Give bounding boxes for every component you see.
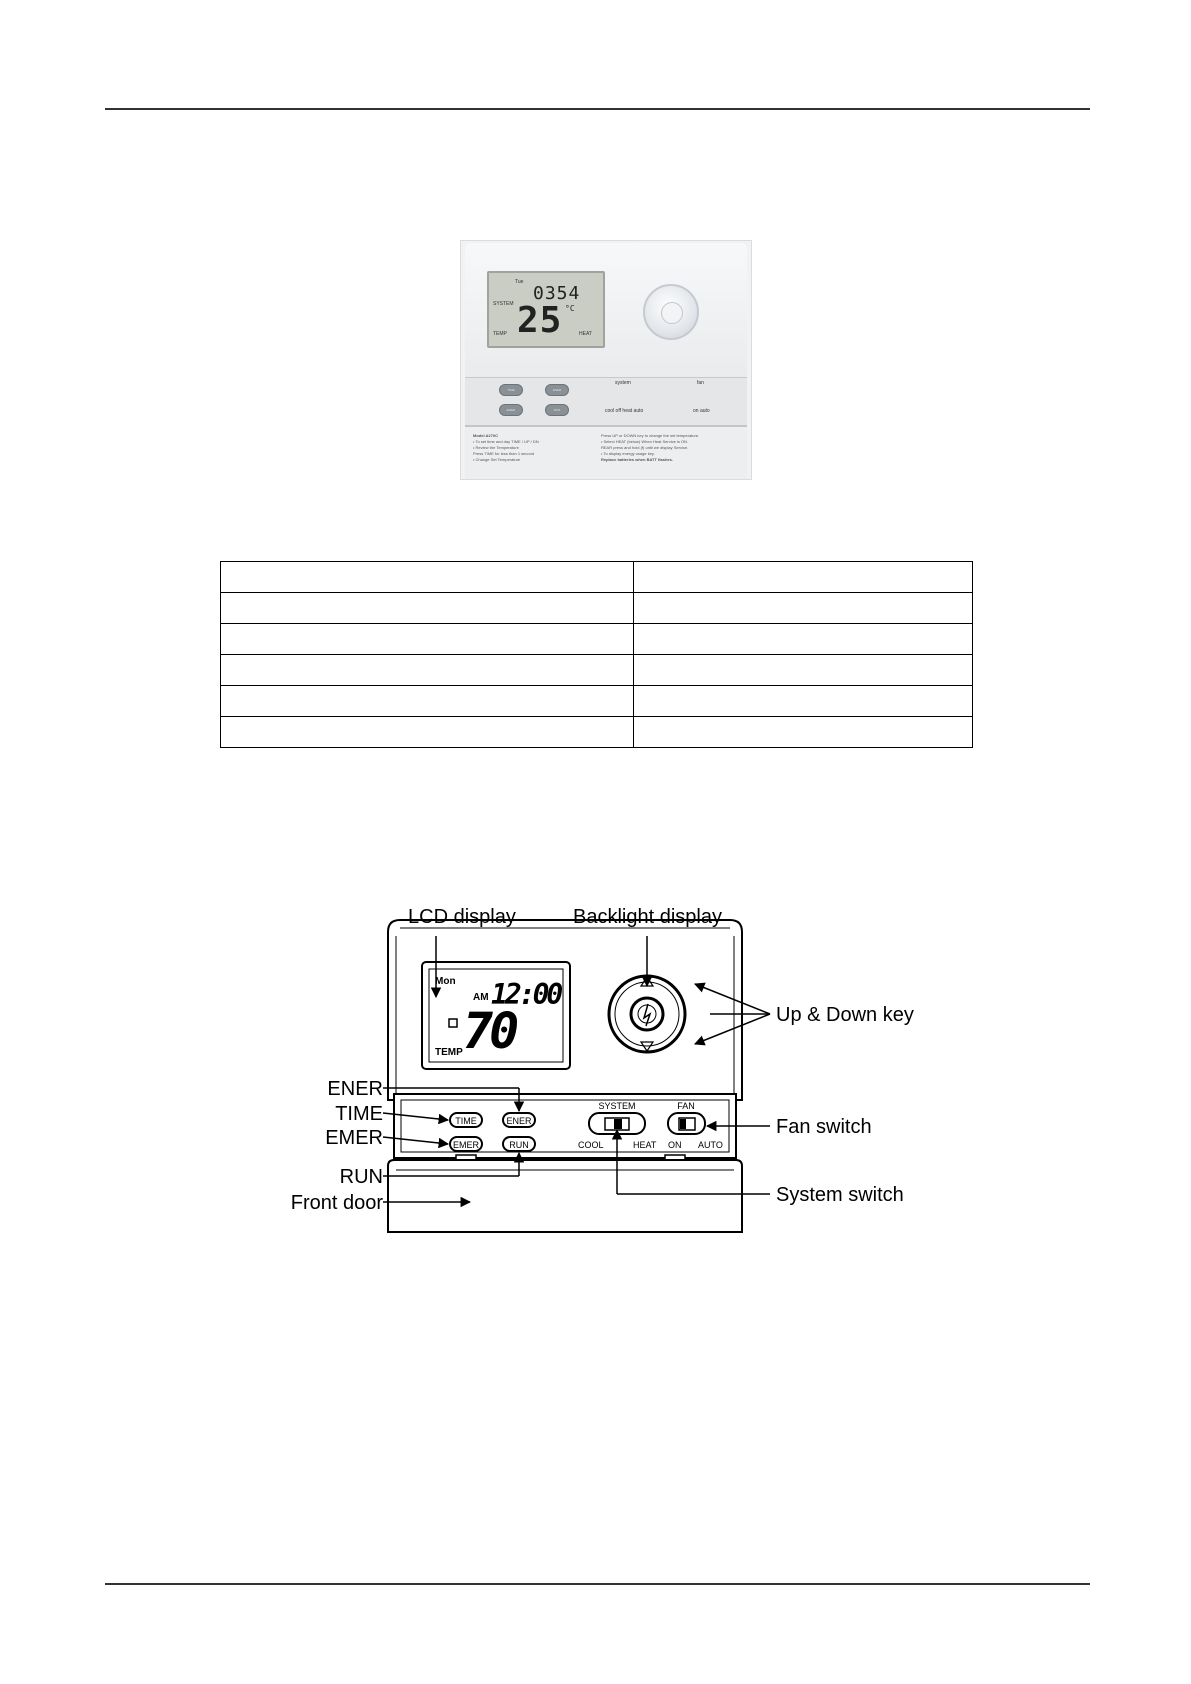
photo-door-right-line: • To display energy usage key. [601,451,655,456]
header-rule [105,108,1090,110]
photo-door-left-line: • To set time and day TIME / UP / DN [473,439,539,444]
diagram-lcd-square-icon [449,1019,457,1027]
photo-lcd-unit: °C [565,304,575,313]
photo-door-instructions-right [601,433,741,463]
diagram-time-button-label: TIME [455,1116,477,1126]
callout-ener: ENER [327,1078,383,1100]
diagram-up-down-dial-icon [609,976,685,1052]
callout-time: TIME [335,1103,383,1125]
table-row [221,686,973,717]
photo-emer-key: EMER [499,404,523,416]
diagram-system-knob [614,1119,622,1129]
photo-fan-label: fan [697,380,704,386]
photo-system-positions: cool off heat auto [605,408,644,414]
table-row [221,717,973,748]
thermostat-photo [460,240,752,480]
table-cell [634,655,973,686]
diagram-fan-right-label: AUTO [698,1140,723,1150]
diagram-lcd-temp-label: TEMP [435,1047,463,1058]
photo-door-right-line: Replace batteries when BATT flashes. [601,457,673,462]
photo-system-label: system [615,380,631,386]
diagram-time-button [450,1113,482,1127]
callout-lcd-display: LCD display [408,906,516,928]
diagram-front-door [388,1160,742,1232]
table-cell [221,655,634,686]
spec-table [220,561,973,748]
table-row [221,624,973,655]
photo-door-left-line: Press TIME for less than 1 second [473,451,535,456]
table-cell [634,686,973,717]
callout-emer: EMER [325,1127,383,1149]
photo-lcd-mode: SYSTEM [493,301,514,307]
photo-lcd-day: Tue [515,279,524,285]
diagram-system-left-label: COOL [578,1140,604,1150]
photo-door-left-line: • Review the Temperature [473,445,519,450]
table-cell [221,624,634,655]
photo-lcd-heat-label: HEAT [579,331,592,337]
diagram-lcd-ampm: AM [473,992,489,1003]
photo-door-model: Model A270C [473,433,498,438]
photo-front-door [465,425,747,480]
table-cell [221,717,634,748]
callout-up-down-key: Up & Down key [776,1004,914,1026]
photo-fan-positions: on auto [693,408,710,414]
diagram-emer-button-label: EMER [452,1140,480,1150]
table-cell [221,562,634,593]
photo-up-down-dial-icon [643,284,699,340]
photo-door-right-line: • Select HEAT (below) When Heat Service is ON. [601,439,689,444]
table-cell [634,562,973,593]
diagram-lcd-temp: 70 [463,1002,516,1060]
photo-lcd-time: 0354 [533,283,581,304]
table-cell [221,686,634,717]
diagram-ener-button-label: ENER [506,1116,532,1126]
diagram-fan-left-label: ON [668,1140,682,1150]
callout-front-door: Front door [290,1192,383,1214]
thermostat-diagram [270,880,940,1240]
photo-door-right-line: Press UP or DOWN key to change the set temperature. [601,433,700,438]
diagram-fan-knob [680,1119,686,1129]
photo-run-key: RUN [545,404,569,416]
callout-backlight-display: Backlight display [573,906,722,928]
diagram-run-button [503,1137,535,1151]
diagram-emer-button [450,1137,482,1151]
diagram-run-button-label: RUN [509,1140,529,1150]
photo-lcd-temp: 25 [517,300,563,341]
photo-ener-key: ENER [545,384,569,396]
table-row [221,655,973,686]
callout-fan-switch: Fan switch [776,1116,872,1138]
table-row [221,562,973,593]
photo-lcd-screen [487,271,605,348]
table-row [221,593,973,624]
diagram-lcd-time: 12:00 [491,978,561,1011]
table-cell [221,593,634,624]
callout-system-switch: System switch [776,1184,904,1206]
table-cell [634,624,973,655]
table-cell [634,593,973,624]
diagram-system-title: SYSTEM [598,1101,636,1111]
photo-door-instructions-left [473,433,593,463]
diagram-ener-button [503,1113,535,1127]
table-cell [634,717,973,748]
photo-door-left-line: • Change Set Temperature [473,457,521,462]
photo-door-right-line: REAR press and hold (f) until we display Service. [601,445,689,450]
diagram-system-right-label: HEAT [633,1140,657,1150]
photo-key-panel [465,377,747,426]
diagram-lcd-day: Mon [435,976,456,987]
photo-thermostat-body [465,243,747,379]
callout-run: RUN [339,1166,383,1188]
footer-rule [105,1583,1090,1585]
photo-time-key: TIME [499,384,523,396]
diagram-fan-title: FAN [677,1101,695,1111]
photo-lcd-temp-label: TEMP [493,331,507,337]
